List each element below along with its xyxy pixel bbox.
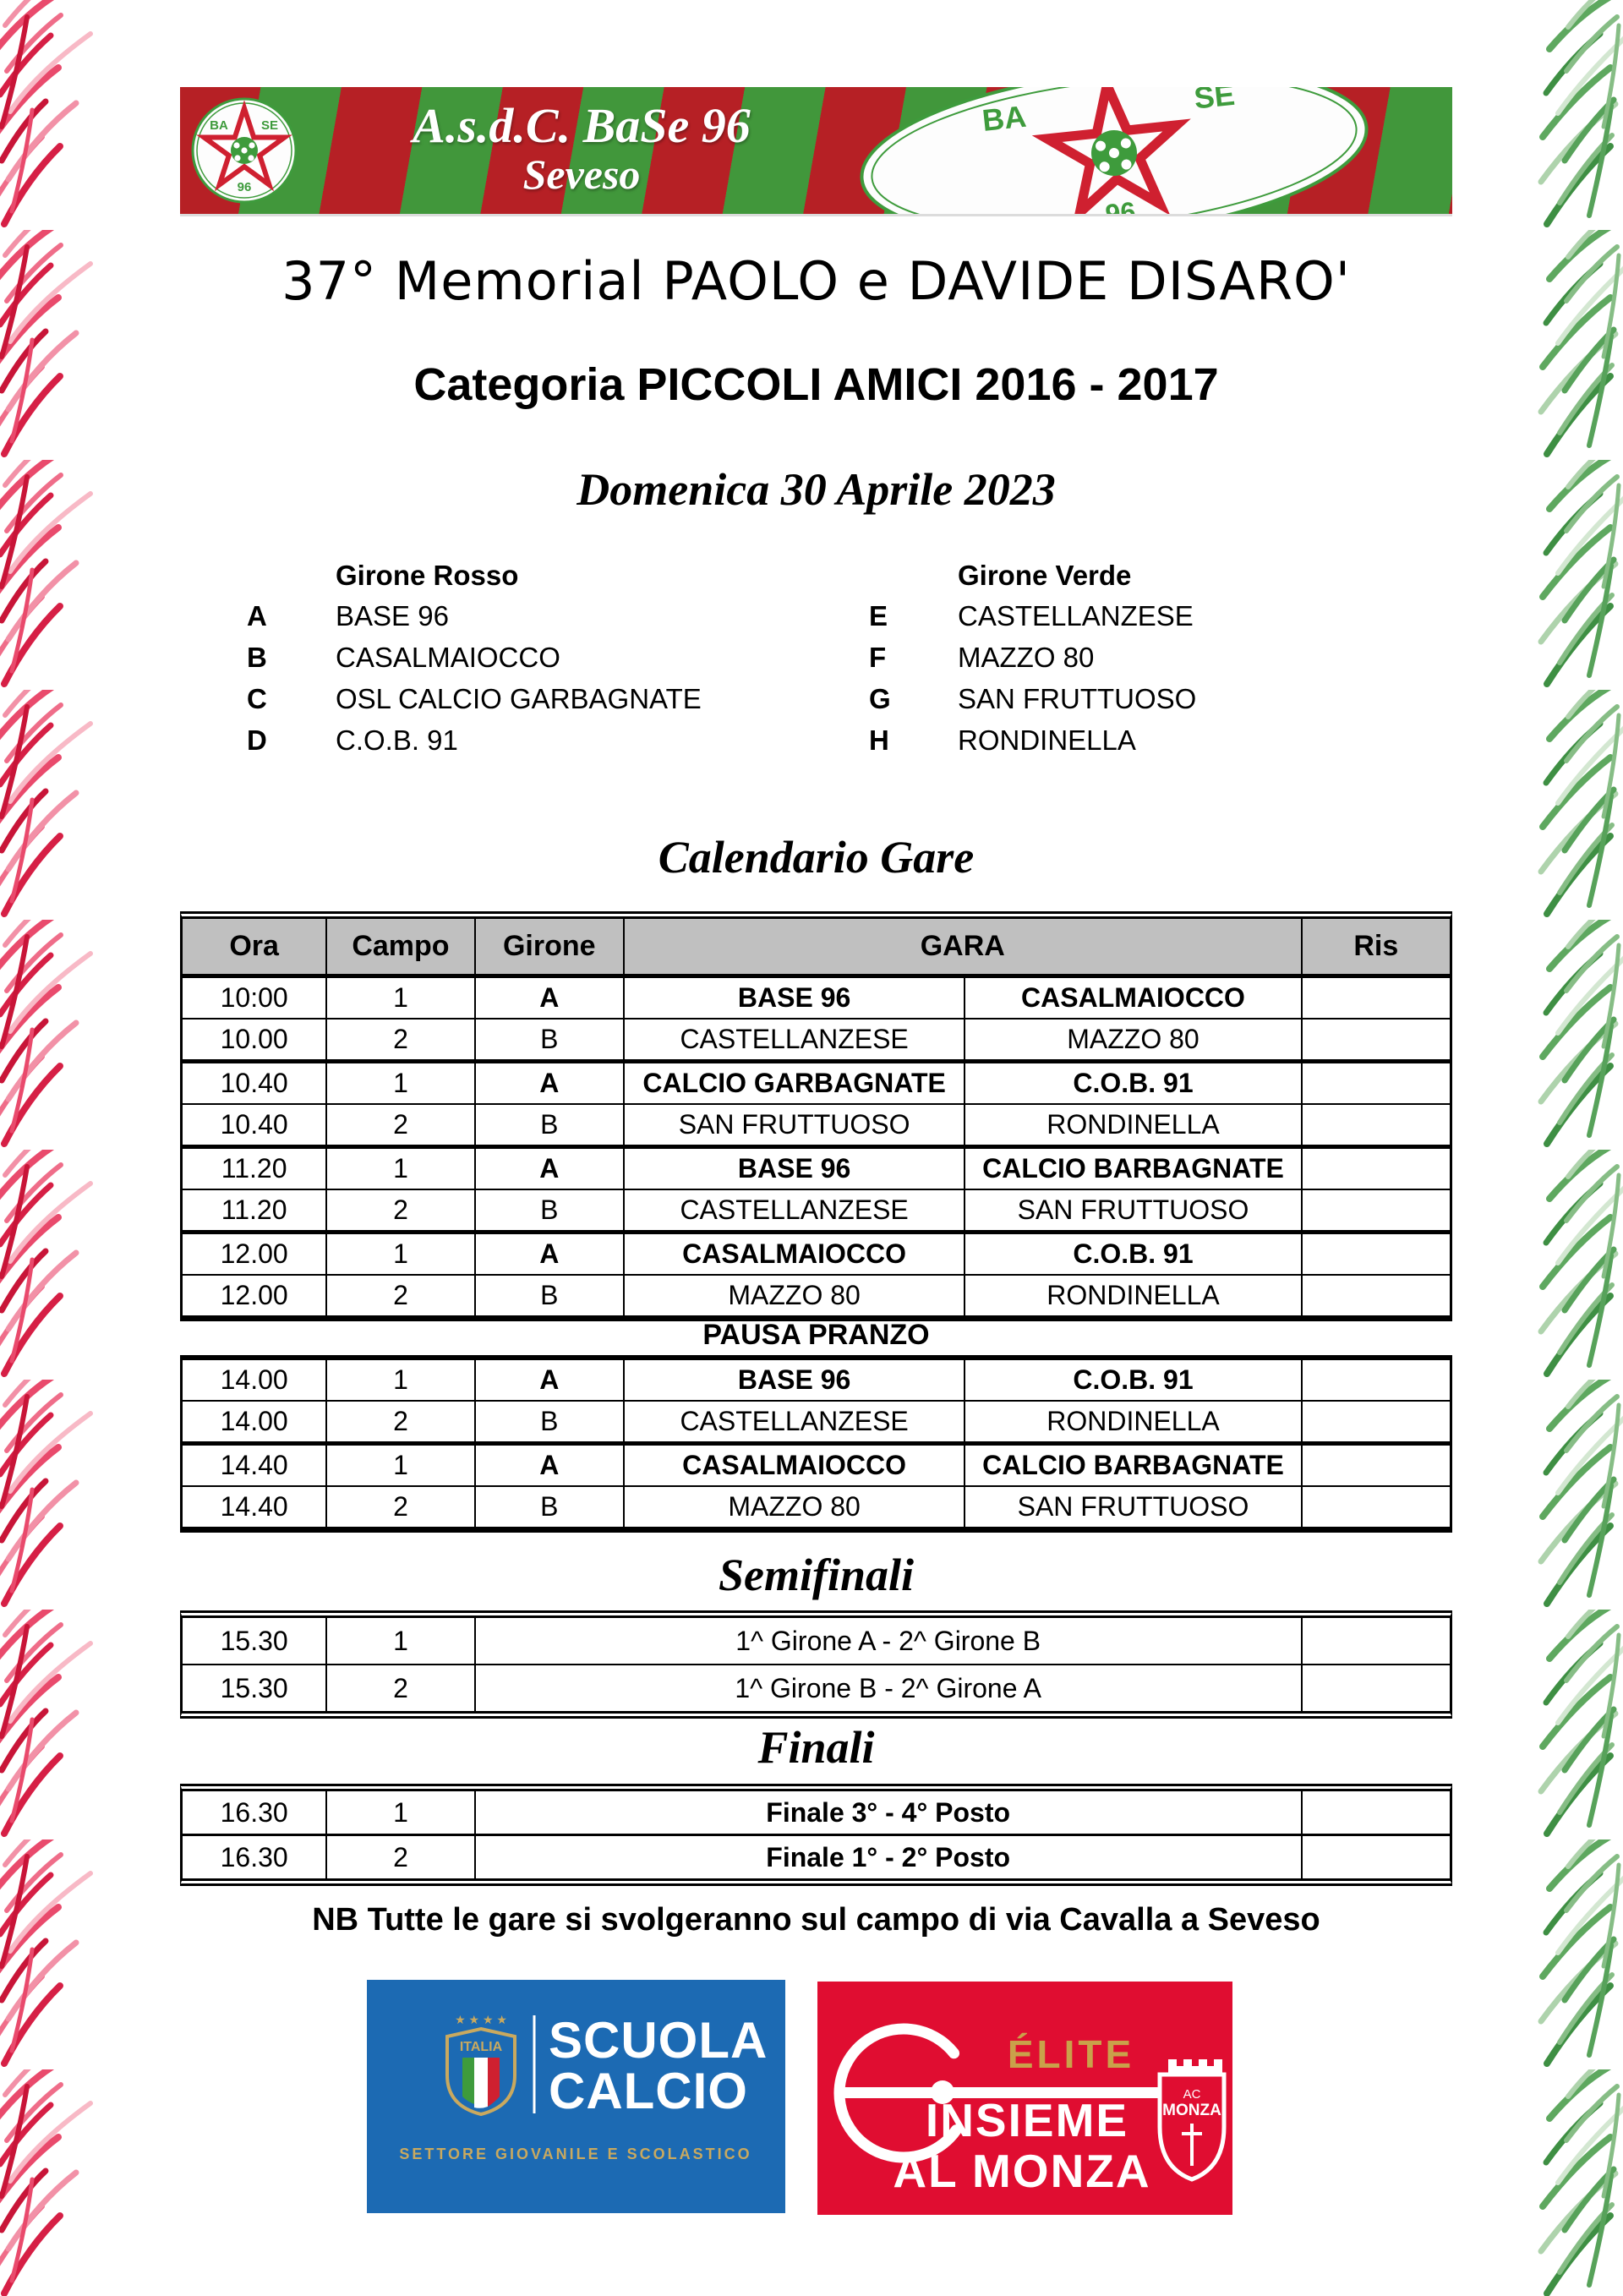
cell-campo: 1	[327, 1149, 475, 1189]
cell-home-team: BASE 96	[625, 1149, 965, 1189]
cell-ris	[1303, 1276, 1450, 1315]
header-ora: Ora	[183, 919, 327, 974]
insieme-text: INSIEME	[925, 2094, 1129, 2146]
group-team-row	[869, 719, 1196, 761]
cell-girone: B	[476, 1402, 625, 1441]
cell-campo: 2	[327, 1665, 475, 1711]
cell-description: 1^ Girone B - 2^ Girone A	[476, 1665, 1303, 1711]
team-name: CASALMAIOCCO	[336, 641, 560, 673]
cell-campo: 1	[327, 1618, 475, 1664]
group-name: Girone Verde	[958, 560, 1132, 591]
cell-away-team: C.O.B. 91	[965, 1234, 1302, 1274]
group-team-row	[247, 637, 702, 678]
cell-campo: 2	[327, 1020, 475, 1059]
cell-ris	[1303, 1487, 1450, 1527]
group-name: Girone Rosso	[336, 560, 519, 591]
team-letter: C	[247, 682, 267, 714]
team-letter: D	[247, 724, 267, 756]
svg-text:SE: SE	[1192, 76, 1237, 116]
page-title: 37° Memorial PAOLO e DAVIDE DISARO'	[281, 250, 1351, 312]
figc-stars-icon: ★ ★ ★ ★	[455, 2013, 507, 2026]
team-name: RONDINELLA	[958, 724, 1136, 756]
team-letter: A	[247, 599, 267, 631]
cell-girone: B	[476, 1190, 625, 1230]
cell-campo: 1	[327, 1063, 475, 1103]
club-name-line1: A.s.d.C. BaSe 96	[413, 98, 751, 153]
cell-home-team: CASALMAIOCCO	[625, 1234, 965, 1274]
cell-ris	[1303, 1190, 1450, 1230]
cell-ora: 11.20	[183, 1149, 327, 1189]
cell-away-team: RONDINELLA	[965, 1276, 1302, 1315]
finali-table	[180, 1784, 1452, 1886]
cell-girone: B	[476, 1020, 625, 1059]
cell-ris	[1303, 1020, 1450, 1059]
elite-text: ÉLITE	[1007, 2032, 1135, 2076]
match-row	[183, 1441, 1450, 1485]
cell-away-team: RONDINELLA	[965, 1402, 1302, 1441]
base96-badge-large	[844, 76, 1384, 230]
cell-ris	[1303, 1791, 1450, 1834]
cell-home-team: CASTELLANZESE	[625, 1402, 965, 1441]
cell-away-team: C.O.B. 91	[965, 1360, 1302, 1400]
pausa-pranzo-label: PAUSA PRANZO	[702, 1319, 930, 1351]
group-team-row	[869, 678, 1196, 719]
team-name: CASTELLANZESE	[958, 599, 1194, 631]
cell-ris	[1303, 1618, 1450, 1664]
figc-crest-icon	[447, 2029, 515, 2114]
cell-campo: 2	[327, 1105, 475, 1145]
schedule-table-afternoon	[180, 1355, 1452, 1533]
cell-away-team: SAN FRUTTUOSO	[965, 1487, 1302, 1527]
team-letter: G	[869, 682, 891, 714]
cell-ora: 10.40	[183, 1063, 327, 1103]
match-row	[183, 1274, 1450, 1315]
cell-ris	[1303, 1105, 1450, 1145]
header-campo: Campo	[327, 919, 475, 974]
cell-ris	[1303, 1836, 1450, 1878]
team-name: MAZZO 80	[958, 641, 1095, 673]
cell-away-team: CASALMAIOCCO	[965, 978, 1302, 1018]
schedule-table-morning	[180, 911, 1452, 1321]
cell-ora: 14.40	[183, 1487, 327, 1527]
cell-girone: B	[476, 1487, 625, 1527]
cell-ora: 10:00	[183, 978, 327, 1018]
club-banner	[180, 76, 1452, 230]
svg-text:ITALIA: ITALIA	[459, 2040, 503, 2054]
figc-scuola-calcio-logo	[367, 1980, 785, 2213]
cell-ora: 12.00	[183, 1276, 327, 1315]
team-letter: E	[869, 599, 888, 631]
schedule-table-header	[183, 919, 1450, 978]
svg-text:AC: AC	[1183, 2087, 1201, 2102]
cell-ora: 16.30	[183, 1791, 327, 1834]
cell-ora: 15.30	[183, 1665, 327, 1711]
group-team-row	[247, 595, 702, 637]
match-row	[183, 1664, 1450, 1711]
match-row	[183, 1400, 1450, 1441]
ac-monza-crest-icon	[1160, 2059, 1224, 2179]
match-row	[183, 978, 1450, 1018]
group-team-row	[247, 678, 702, 719]
team-name: C.O.B. 91	[336, 724, 458, 756]
cell-girone: A	[476, 978, 625, 1018]
calcio-text: CALCIO	[549, 2063, 748, 2119]
match-row	[183, 1360, 1450, 1400]
match-row	[183, 1189, 1450, 1230]
cell-girone: A	[476, 1149, 625, 1189]
cell-home-team: SAN FRUTTUOSO	[625, 1105, 965, 1145]
cell-campo: 2	[327, 1487, 475, 1527]
cell-home-team: BASE 96	[625, 978, 965, 1018]
semifinali-heading: Semifinali	[718, 1550, 915, 1600]
match-row	[183, 1059, 1450, 1103]
match-row	[183, 1618, 1450, 1664]
svg-text:96: 96	[1103, 195, 1138, 230]
finali-heading: Finali	[757, 1722, 875, 1773]
cell-ora: 10.40	[183, 1105, 327, 1145]
match-row	[183, 1018, 1450, 1059]
venue-note: NB Tutte le gare si svolgeranno sul campo di via Cavalla a Seveso	[312, 1902, 1320, 1938]
semifinali-table	[180, 1610, 1452, 1719]
settore-text: SETTORE GIOVANILE E SCOLASTICO	[399, 2146, 752, 2162]
header-girone: Girone	[476, 919, 625, 974]
match-row	[183, 1791, 1450, 1834]
match-row	[183, 1485, 1450, 1527]
cell-girone: A	[476, 1360, 625, 1400]
group-col-rosso	[247, 556, 702, 761]
cell-ora: 16.30	[183, 1836, 327, 1878]
club-name-line2: Seveso	[522, 150, 641, 198]
cell-ora: 15.30	[183, 1618, 327, 1664]
group-team-row	[247, 719, 702, 761]
cell-girone: B	[476, 1105, 625, 1145]
cell-away-team: CALCIO BARBAGNATE	[965, 1446, 1302, 1485]
cell-ora: 12.00	[183, 1234, 327, 1274]
svg-text:MONZA: MONZA	[1162, 2102, 1221, 2119]
header-ris: Ris	[1353, 930, 1399, 962]
cell-campo: 1	[327, 978, 475, 1018]
svg-text:BA: BA	[210, 118, 228, 133]
svg-text:SE: SE	[260, 118, 279, 133]
cell-home-team: CASTELLANZESE	[625, 1020, 965, 1059]
cell-campo: 2	[327, 1402, 475, 1441]
cell-ris	[1303, 1665, 1450, 1711]
event-date: Domenica 30 Aprile 2023	[577, 464, 1056, 515]
cell-campo: 1	[327, 1791, 475, 1834]
team-letter: H	[869, 724, 889, 756]
cell-ris	[1303, 1446, 1450, 1485]
match-row	[183, 1230, 1450, 1274]
scuola-text: SCUOLA	[549, 2012, 768, 2069]
cell-ora: 14.40	[183, 1446, 327, 1485]
cell-away-team: RONDINELLA	[965, 1105, 1302, 1145]
category-subtitle: Categoria PICCOLI AMICI 2016 - 2017	[413, 359, 1219, 410]
cell-campo: 2	[327, 1836, 475, 1878]
match-row	[183, 1103, 1450, 1145]
group-col-verde	[869, 556, 1196, 761]
cell-home-team: CASALMAIOCCO	[625, 1446, 965, 1485]
cell-girone: B	[476, 1276, 625, 1315]
calendario-heading: Calendario Gare	[658, 832, 975, 883]
insieme-al-monza-logo	[817, 1982, 1232, 2215]
cell-ora: 14.00	[183, 1360, 327, 1400]
cell-description: Finale 1° - 2° Posto	[476, 1836, 1303, 1878]
cell-girone: A	[476, 1234, 625, 1274]
cell-ris	[1303, 1402, 1450, 1441]
cell-ris	[1303, 1360, 1450, 1400]
cell-ris	[1303, 1149, 1450, 1189]
match-row	[183, 1834, 1450, 1878]
cell-home-team: MAZZO 80	[625, 1487, 965, 1527]
team-letter: B	[247, 641, 267, 673]
base96-badge-small	[190, 96, 298, 205]
cell-home-team: CALCIO GARBAGNATE	[625, 1063, 965, 1103]
team-name: SAN FRUTTUOSO	[958, 682, 1197, 714]
cell-campo: 2	[327, 1276, 475, 1315]
cell-campo: 1	[327, 1446, 475, 1485]
group-team-row	[869, 637, 1196, 678]
left-scribble-border	[0, 0, 106, 2296]
cell-campo: 1	[327, 1234, 475, 1274]
group-team-row	[869, 595, 1196, 637]
cell-campo: 2	[327, 1190, 475, 1230]
cell-campo: 1	[327, 1360, 475, 1400]
club-name	[362, 98, 801, 198]
cell-ora: 11.20	[183, 1190, 327, 1230]
match-row	[183, 1145, 1450, 1189]
cell-home-team: MAZZO 80	[625, 1276, 965, 1315]
svg-text:BA: BA	[980, 98, 1028, 138]
team-name: OSL CALCIO GARBAGNATE	[336, 682, 702, 714]
header-gara: GARA	[625, 919, 1303, 974]
cell-away-team: CALCIO BARBAGNATE	[965, 1149, 1302, 1189]
cell-home-team: BASE 96	[625, 1360, 965, 1400]
cell-home-team: CASTELLANZESE	[625, 1190, 965, 1230]
cell-ora: 10.00	[183, 1020, 327, 1059]
cell-ora: 14.00	[183, 1402, 327, 1441]
cell-description: 1^ Girone A - 2^ Girone B	[476, 1618, 1303, 1664]
team-letter: F	[869, 641, 887, 673]
cell-away-team: SAN FRUTTUOSO	[965, 1190, 1302, 1230]
cell-ris	[1303, 1063, 1450, 1103]
cell-description: Finale 3° - 4° Posto	[476, 1791, 1303, 1834]
cell-girone: A	[476, 1446, 625, 1485]
cell-ris	[1303, 978, 1450, 1018]
svg-text:96: 96	[237, 180, 252, 194]
team-name: BASE 96	[336, 599, 449, 631]
cell-away-team: MAZZO 80	[965, 1020, 1302, 1059]
al-monza-text: AL MONZA	[893, 2145, 1151, 2197]
right-scribble-border	[1509, 0, 1623, 2296]
cell-ris	[1303, 1234, 1450, 1274]
cell-girone: A	[476, 1063, 625, 1103]
cell-away-team: C.O.B. 91	[965, 1063, 1302, 1103]
